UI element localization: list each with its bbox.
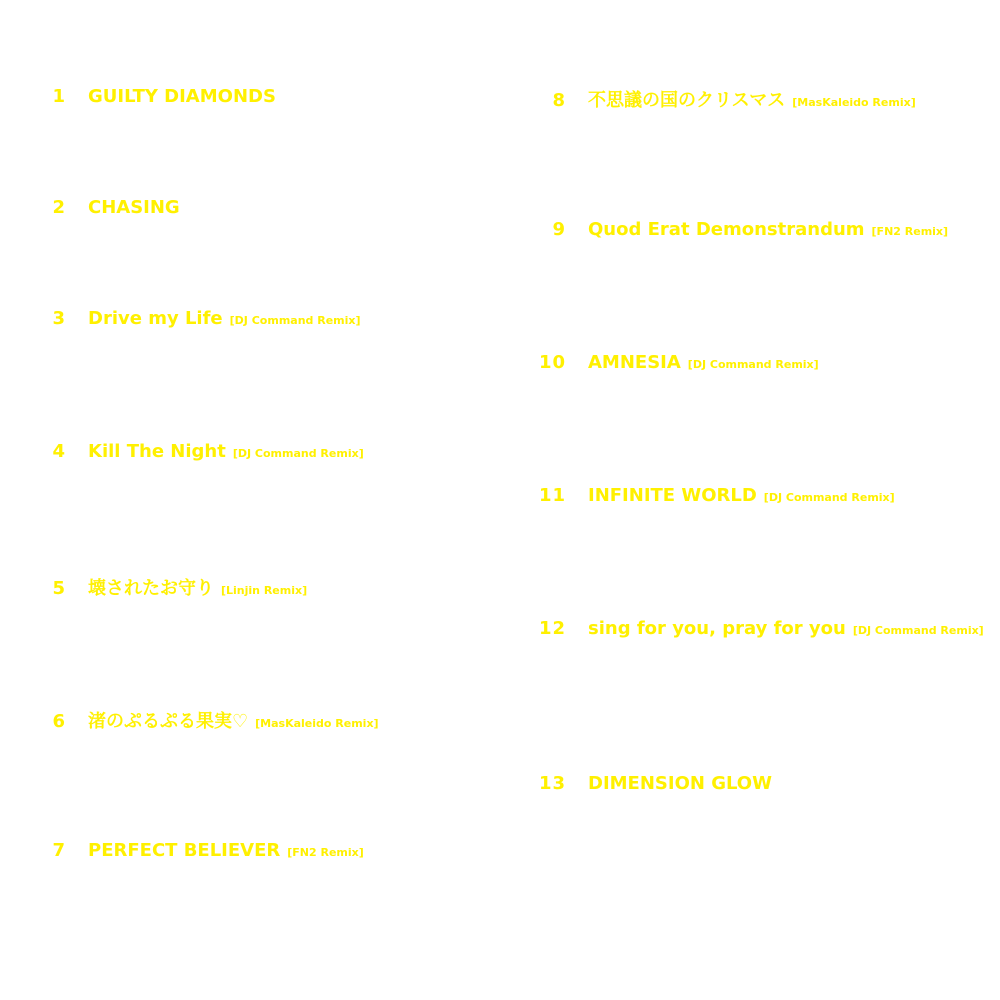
track-title: CHASING <box>88 197 180 218</box>
track-9 <box>538 219 948 243</box>
track-2 <box>52 197 180 221</box>
track-number: 4 <box>52 441 66 462</box>
track-number: 3 <box>52 308 66 329</box>
track-title: INFINITE WORLD <box>588 485 757 506</box>
track-remix: [MasKaleido Remix] <box>255 717 379 730</box>
track-number: 8 <box>552 90 566 111</box>
track-title: 壊されたお守り <box>88 578 214 599</box>
track-title: Drive my Life <box>88 308 223 329</box>
track-title: Quod Erat Demonstrandum <box>588 219 865 240</box>
track-number: 13 <box>538 773 566 794</box>
track-title: Kill The Night <box>88 441 226 462</box>
track-title: GUILTY DIAMONDS <box>88 86 276 107</box>
track-10 <box>538 352 819 376</box>
track-number: 5 <box>52 578 66 599</box>
track-11 <box>538 485 895 509</box>
track-4 <box>52 441 364 465</box>
track-6 <box>52 707 379 731</box>
track-12 <box>538 618 984 642</box>
track-5 <box>52 574 307 598</box>
track-remix: [Linjin Remix] <box>221 584 308 597</box>
track-number: 9 <box>552 219 566 240</box>
track-8 <box>538 86 916 110</box>
track-title: AMNESIA <box>588 352 681 373</box>
track-title: 不思議の国のクリスマス <box>588 90 786 111</box>
track-remix: [FN2 Remix] <box>287 846 364 859</box>
track-number: 6 <box>52 711 66 732</box>
track-title: sing for you, pray for you <box>588 618 846 639</box>
track-13 <box>538 773 772 797</box>
track-number: 10 <box>538 352 566 373</box>
track-7 <box>52 840 364 864</box>
track-3 <box>52 308 361 332</box>
track-remix: [MasKaleido Remix] <box>792 96 916 109</box>
track-remix: [FN2 Remix] <box>871 225 949 238</box>
track-title: 渚のぷるぷる果実♡ <box>88 711 249 732</box>
track-title: PERFECT BELIEVER <box>88 840 281 861</box>
track-remix: [DJ Command Remix] <box>229 314 361 327</box>
track-number: 2 <box>52 197 66 218</box>
track-1 <box>52 86 276 110</box>
track-number: 12 <box>538 618 566 639</box>
track-number: 7 <box>52 840 66 861</box>
track-remix: [DJ Command Remix] <box>763 491 895 504</box>
track-title: DIMENSION GLOW <box>588 773 772 794</box>
track-remix: [DJ Command Remix] <box>687 358 819 371</box>
track-remix: [DJ Command Remix] <box>852 624 984 637</box>
track-number: 1 <box>52 86 66 107</box>
track-number: 11 <box>538 485 566 506</box>
track-remix: [DJ Command Remix] <box>232 447 364 460</box>
